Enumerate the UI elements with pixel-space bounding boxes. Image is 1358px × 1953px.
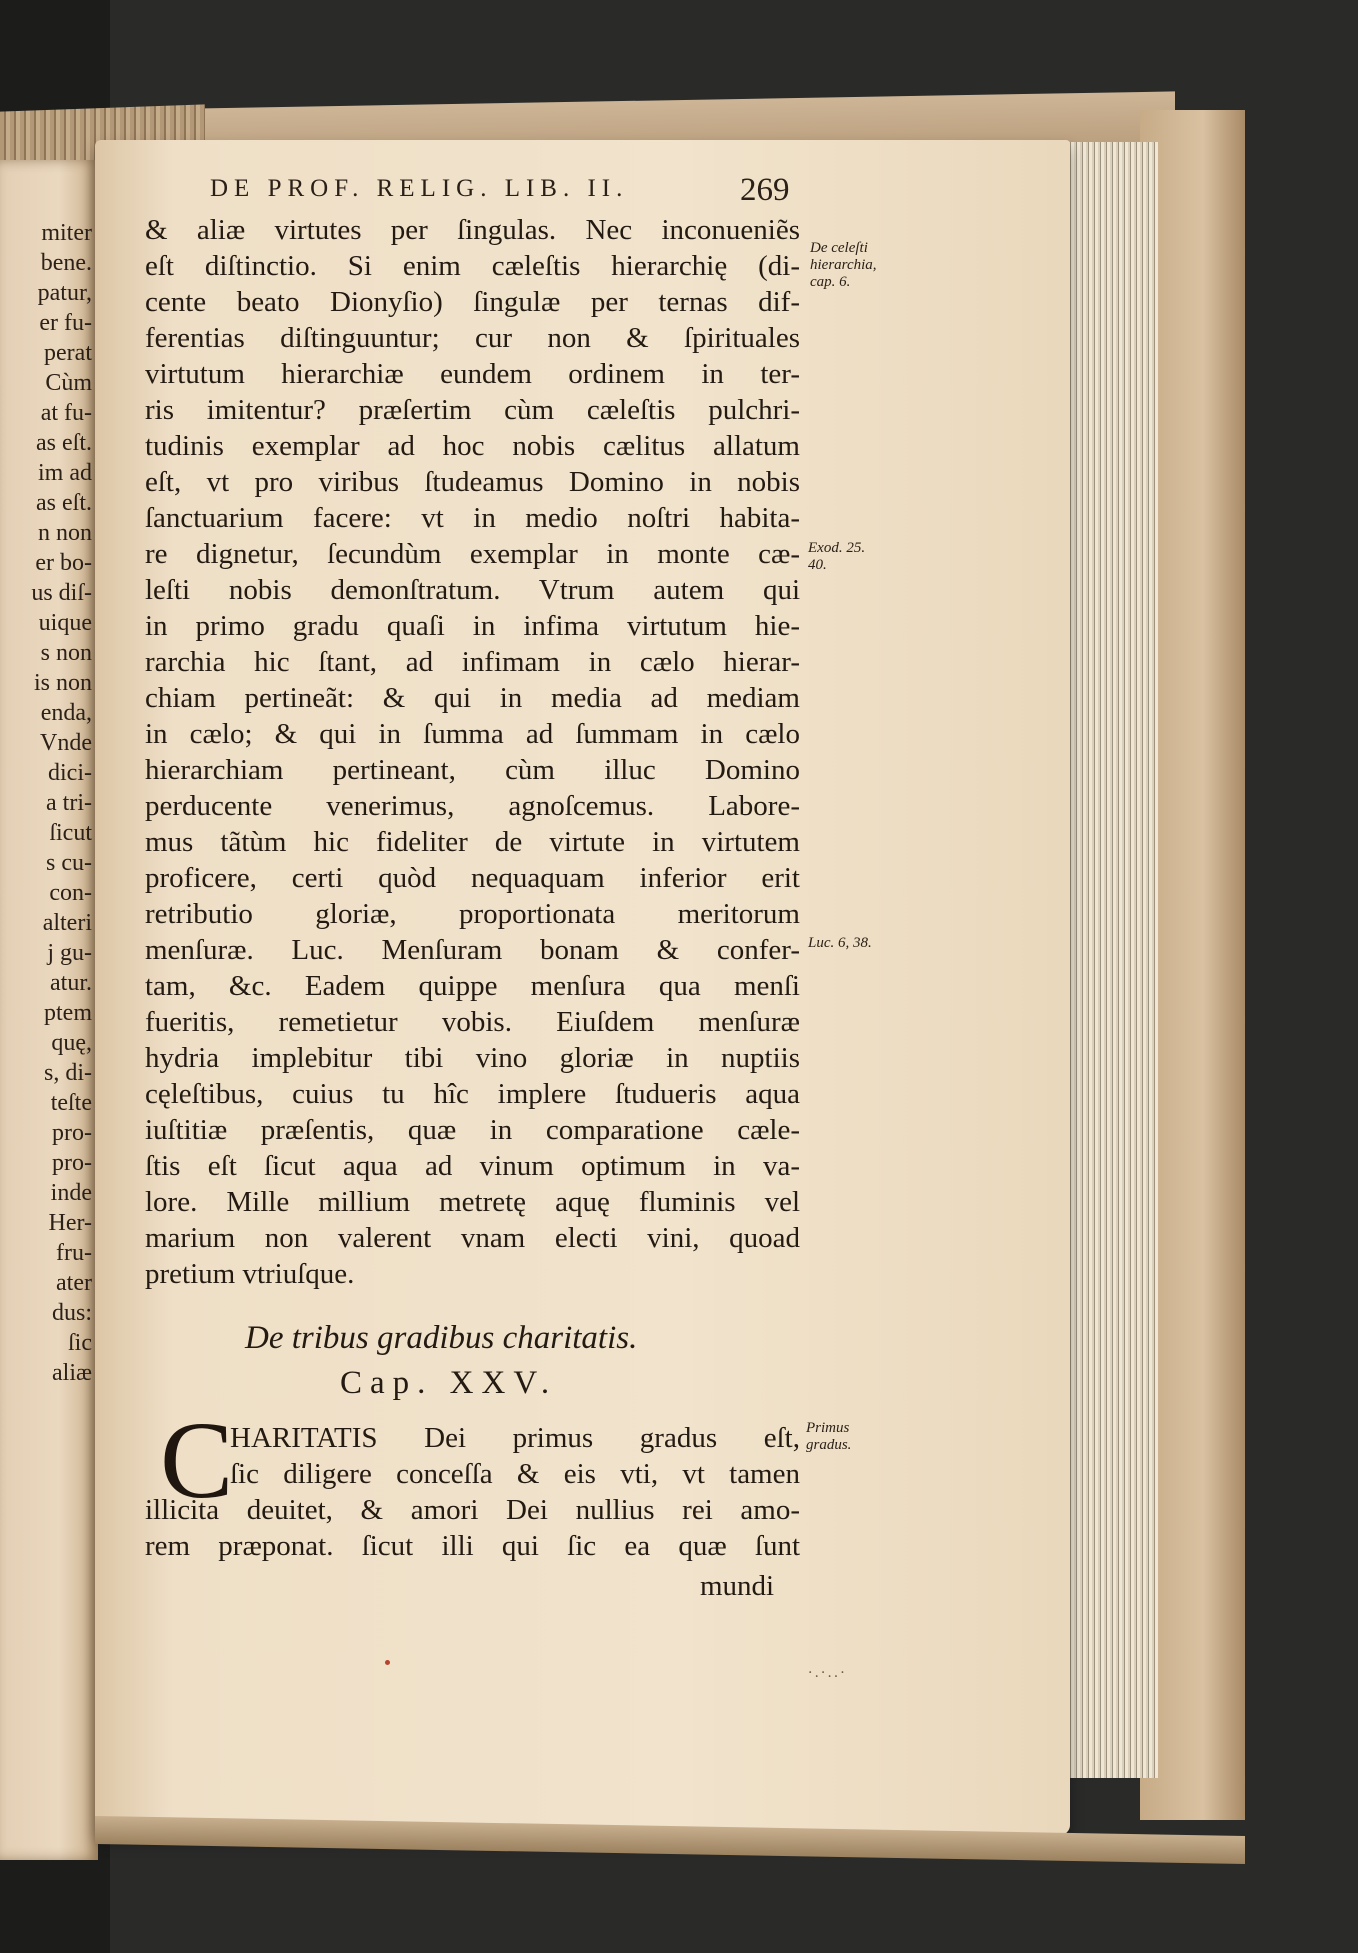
text-line: retributio gloriæ, proportionata meritorum	[145, 898, 800, 930]
text-line: tam, &c. Eadem quippe menſura qua menſi	[145, 970, 800, 1002]
left-page-fragment: pro-	[52, 1150, 92, 1176]
left-page-fragment: Her-	[48, 1210, 92, 1236]
left-page-fragment: as eſt.	[36, 490, 92, 516]
left-page-fragment: enda,	[40, 700, 92, 726]
left-page-fragment: ſic	[68, 1330, 92, 1356]
left-page-fragment: ptem	[44, 1000, 92, 1026]
text-line: iuſtitiæ præſentis, quæ in comparatione cæle-	[145, 1114, 800, 1146]
text-line: hierarchiam pertineant, cùm illuc Domino	[145, 754, 800, 786]
chapter-text-line: HARITATIS Dei primus gradus eſt,	[230, 1422, 800, 1454]
left-page-fragment: dus:	[51, 1300, 92, 1326]
left-page-fragment: perat	[44, 340, 92, 366]
text-line: lore. Mille millium metretę aquę fluminis vel	[145, 1186, 800, 1218]
left-page-fragment: con-	[49, 880, 92, 906]
margin-note-line: cap. 6.	[810, 274, 851, 290]
left-page-fragment: atur.	[50, 970, 92, 996]
text-line: ferentias diſtinguuntur; cur non & ſpirituales	[145, 322, 800, 354]
margin-note-primus-gradus	[806, 1420, 851, 1454]
text-line: leſti nobis demonſtratum. Vtrum autem qui	[145, 574, 800, 606]
text-line: ſanctuarium facere: vt in medio noſtri habita-	[145, 502, 800, 534]
left-page-fragment: dici-	[48, 760, 92, 786]
chapter-number: Cap. XXV.	[340, 1365, 558, 1401]
left-page-fragment: teſte	[50, 1090, 92, 1116]
left-page-fragment: quę,	[51, 1030, 92, 1056]
left-page-fragment: miter	[41, 220, 92, 246]
left-page-fragment: uique	[38, 610, 92, 636]
text-line: eſt, vt pro viribus ſtudeamus Domino in nobis	[145, 466, 800, 498]
left-page-fragment: alteri	[42, 910, 92, 936]
drop-cap: C	[160, 1399, 234, 1521]
chapter-text-line: ſic diligere conceſſa & eis vti, vt tamen	[230, 1458, 800, 1490]
left-page-fragment: Cùm	[45, 370, 92, 396]
ink-smudge: ·.·..·	[808, 1665, 847, 1681]
text-line: cęleſtibus, cuius tu hîc implere ſtudueris aqua	[145, 1078, 800, 1110]
text-line: virtutum hierarchiæ eundem ordinem in ter-	[145, 358, 800, 390]
margin-note-line: hierarchia,	[810, 257, 877, 273]
catchword: mundi	[700, 1570, 775, 1602]
left-page-fragment: aliæ	[52, 1360, 92, 1386]
left-page-fragment: j gu-	[47, 940, 92, 966]
text-line: re dignetur, ſecundùm exemplar in monte cæ-	[145, 538, 800, 570]
margin-note-line: gradus.	[806, 1437, 852, 1453]
chapter-title: De tribus gradibus charitatis.	[245, 1320, 638, 1356]
margin-note-hierarchia	[810, 240, 877, 291]
left-page-fragment: Vnde	[40, 730, 92, 756]
left-page-fragment: as eſt.	[36, 430, 92, 456]
left-page-fragment: at fu-	[40, 400, 92, 426]
margin-note-line: 40.	[808, 557, 827, 573]
text-line: chiam pertineãt: & qui in media ad mediam	[145, 682, 800, 714]
text-line: rarchia hic ſtant, ad infimam in cælo hierar-	[145, 646, 800, 678]
text-line: tudinis exemplar ad hoc nobis cælitus allatum	[145, 430, 800, 462]
ink-speck	[385, 1660, 390, 1665]
left-page-fragment: ſicut	[49, 820, 92, 846]
text-line: eſt diſtinctio. Si enim cæleſtis hierarchię (di-	[145, 250, 800, 282]
text-line: perducente venerimus, agnoſcemus. Labore-	[145, 790, 800, 822]
text-line: & aliæ virtutes per ſingulas. Nec inconueniẽs	[145, 214, 800, 246]
left-page-fragment: us diſ-	[31, 580, 92, 606]
left-page-fragment: bene.	[40, 250, 92, 276]
left-page-fragment: fru-	[56, 1240, 92, 1266]
left-page-fragment: im ad	[38, 460, 92, 486]
margin-note-line: De celeſti	[810, 240, 868, 256]
left-page-fragment: n non	[38, 520, 92, 546]
text-line: ris imitentur? præſertim cùm cæleſtis pulchri-	[145, 394, 800, 426]
text-line: hydria implebitur tibi vino gloriæ in nuptiis	[145, 1042, 800, 1074]
left-page-fragment: pro-	[52, 1120, 92, 1146]
left-page-fragment: s cu-	[46, 850, 92, 876]
left-page-fragment: a tri-	[46, 790, 92, 816]
left-page-fragment: patur,	[37, 280, 92, 306]
left-page-fragment: er fu-	[39, 310, 92, 336]
text-line: cente beato Dionyſio) ſingulæ per ternas dif-	[145, 286, 800, 318]
text-line: in cælo; & qui in ſumma ad ſummam in cælo	[145, 718, 800, 750]
page-fore-edge	[1060, 142, 1158, 1778]
margin-note-luke: Luc. 6, 38.	[808, 935, 872, 951]
margin-note-line: Primus	[806, 1420, 850, 1436]
text-line: proficere, certi quòd nequaquam inferior erit	[145, 862, 800, 894]
margin-note-exodus	[808, 540, 865, 574]
left-page-fragment: is non	[33, 670, 92, 696]
text-line: fueritis, remetietur vobis. Eiuſdem menſuræ	[145, 1006, 800, 1038]
running-head: DE PROF. RELIG. LIB. II.	[210, 175, 629, 202]
text-line: mus tãtùm hic fideliter de virtute in virtutem	[145, 826, 800, 858]
left-page-fragment: inde	[50, 1180, 92, 1206]
text-line: ſtis eſt ſicut aqua ad vinum optimum in va-	[145, 1150, 800, 1182]
left-page-fragment: er bo-	[35, 550, 92, 576]
text-line: menſuræ. Luc. Menſuram bonam & confer-	[145, 934, 800, 966]
text-line: in primo gradu quaſi in infima virtutum hie-	[145, 610, 800, 642]
left-page	[0, 160, 98, 1860]
page-number: 269	[740, 172, 790, 208]
left-page-fragment: s, di-	[44, 1060, 92, 1086]
left-page-fragment: s non	[40, 640, 92, 666]
margin-note-line: Exod. 25.	[808, 540, 866, 556]
text-line: pretium vtriuſque.	[145, 1258, 355, 1290]
chapter-text-line: rem præponat. ſicut illi qui ſic ea quæ ſunt	[145, 1530, 800, 1562]
text-line: marium non valerent vnam electi vini, quoad	[145, 1222, 800, 1254]
chapter-text-line: illicita deuitet, & amori Dei nullius rei amo-	[145, 1494, 800, 1526]
left-page-fragment: ater	[56, 1270, 92, 1296]
